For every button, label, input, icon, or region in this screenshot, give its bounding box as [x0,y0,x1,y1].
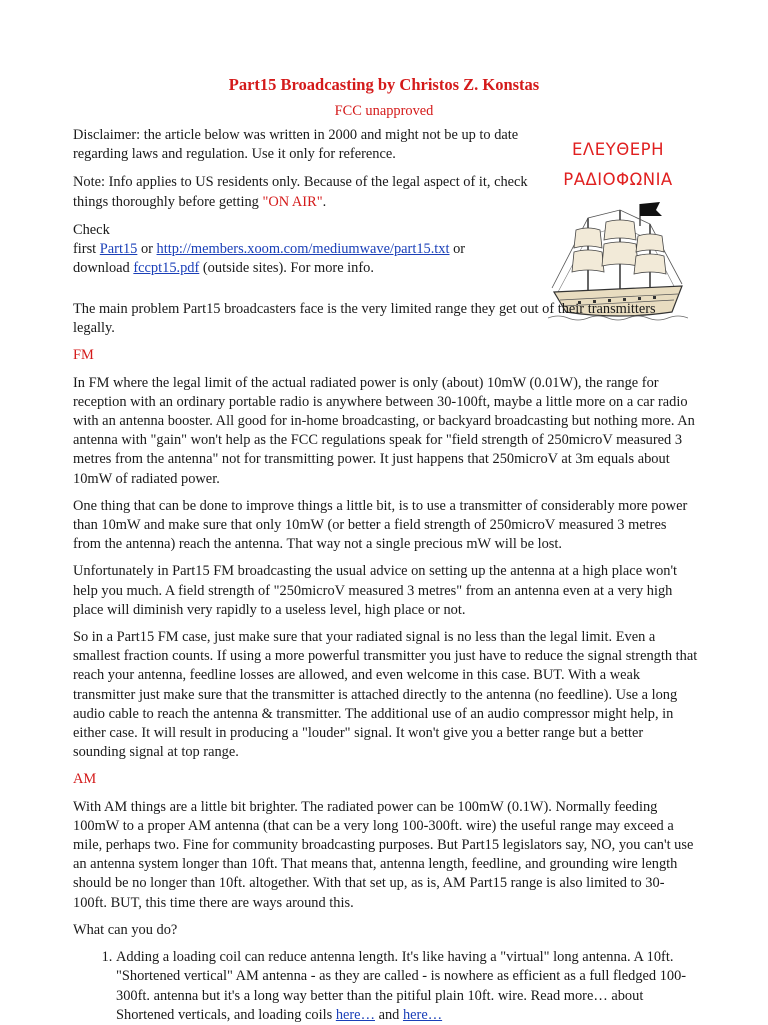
am-question: What can you do? [73,921,178,938]
fccpt15-pdf-link[interactable]: fccpt15.pdf [133,260,200,277]
here-link-2[interactable]: here… [402,1006,443,1023]
list-item-text: Adding a loading coil can reduce antenna length. It's like having a "virtual" long antenna. A 10ft. "Shortened vertical" AM antenna - as they are called - is nowhere as efficient as a full fledged 100-300ft. antenna but it's a long way better than the pitiful plain 10ft. wire. Read more… about Shortened verticals, and loading coils [116,949,687,1023]
fm-paragraph-3: Unfortunately in Part15 FM broadcasting the usual advice on setting up the antenna at a high place won't help you much. A field strength of "250microV measured 3 metres" from an antenna even at a very high place will diminish very rapidly to a useless level, high place or not. [73,563,678,618]
intro-column [73,126,533,287]
part15-link[interactable]: Part15 [99,241,138,258]
disclaimer-paragraph: Disclaimer: the article below was written in 2000 and might not be up to date regarding laws and regulation. Use it only for reference. [73,127,519,163]
check-first: first [73,241,100,258]
am-options-list [73,948,698,1025]
article-title: Part15 Broadcasting by Christos Z. Konstas [228,75,540,94]
fm-heading: FM [73,347,94,364]
check-paragraph [73,221,533,279]
on-air-highlight: "ON AIR" [262,193,323,210]
check-outside: (outside sites). For more info. [199,260,374,277]
xoom-link[interactable]: http://members.xoom.com/mediumwave/part15.txt [156,241,450,258]
list-item [116,948,698,1025]
fm-paragraph-2: One thing that can be done to improve things a little bit, is to use a transmitter of considerably more power than 10mW and make sure that only 10mW (or better a field strength of 250microV measured 3 metres from the antenna) reach the antenna. That way not a single precious mW will be lost. [73,497,688,553]
check-label: Check [73,221,110,238]
here-link-1[interactable]: here… [335,1006,375,1023]
article-subtitle: FCC unapproved [334,103,434,119]
note-text: Note: Info applies to US residents only. Because of the legal aspect of it, check things thoroughly before getting [73,174,528,210]
list-item-and: and [374,1006,403,1023]
poster-line-1: ΕΛΕΥΘΕΡΗ [572,140,664,159]
article-body [73,300,698,1025]
pirate-radio-poster [548,128,688,328]
check-download: download [73,260,134,277]
am-heading: AM [73,771,97,788]
note-paragraph [73,173,533,211]
am-paragraph-1: With AM things are a little bit brighter. The radiated power can be 100mW (0.1W). Normally feeding 100mW to a proper AM antenna (that can be a very long 100-300ft. wire) the useful range may exceed a mile, perhaps two. Fine for community broadcasting purposes. But Part15 legislators say, NO, you can't use an antenna system longer than 10ft. That means that, antenna length, feedline, and grounding wire length should be no longer than 10ft. altogether. With that set up, as is, AM Part15 range is also limited to 30-100ft. BUT, this time there are ways around this. [73,798,694,911]
check-or: or [137,241,157,258]
note-end: . [322,193,327,210]
fm-paragraph-4: So in a Part15 FM case, just make sure that your radiated signal is no less than the legal limit. Even a smallest fraction counts. If using a more powerful transmitter you just have to reduce the signal strength that reach your antenna, feedline losses are allowed, and even welcome in this case. BUT. With a weak transmitter just make sure that the transmitter is attached directly to the antenna (no feedline). Use a long audio cable to reach the antenna & transmitter. The additional use of an audio compressor might help, in either case. It will result in producing a "louder" signal. It won't give you a better range but a better sounding signal at top range. [73,629,698,761]
check-or-2: or [449,241,466,258]
poster-line-2: ΡΑΔΙΟΦΩΝΙΑ [563,170,673,189]
intro-paragraph: The main problem Part15 broadcasters face is the very limited range they get out of their transmitters legally. [73,301,656,337]
fm-paragraph-1: In FM where the legal limit of the actual radiated power is only (about) 10mW (0.01W), the range for reception with an ordinary portable radio is anywhere between 30-100ft, maybe a little more on a car radio with an antenna booster. All good for in-home broadcasting, or backyard broadcasting but nothing more. An antenna with "gain" won't help as the FCC regulations speak for "field strength of 250microV measured 3 metres from the antenna" not for transmitting power. It just happens that 250microV at 3m equals about 10mW of radiated power. [73,374,695,487]
